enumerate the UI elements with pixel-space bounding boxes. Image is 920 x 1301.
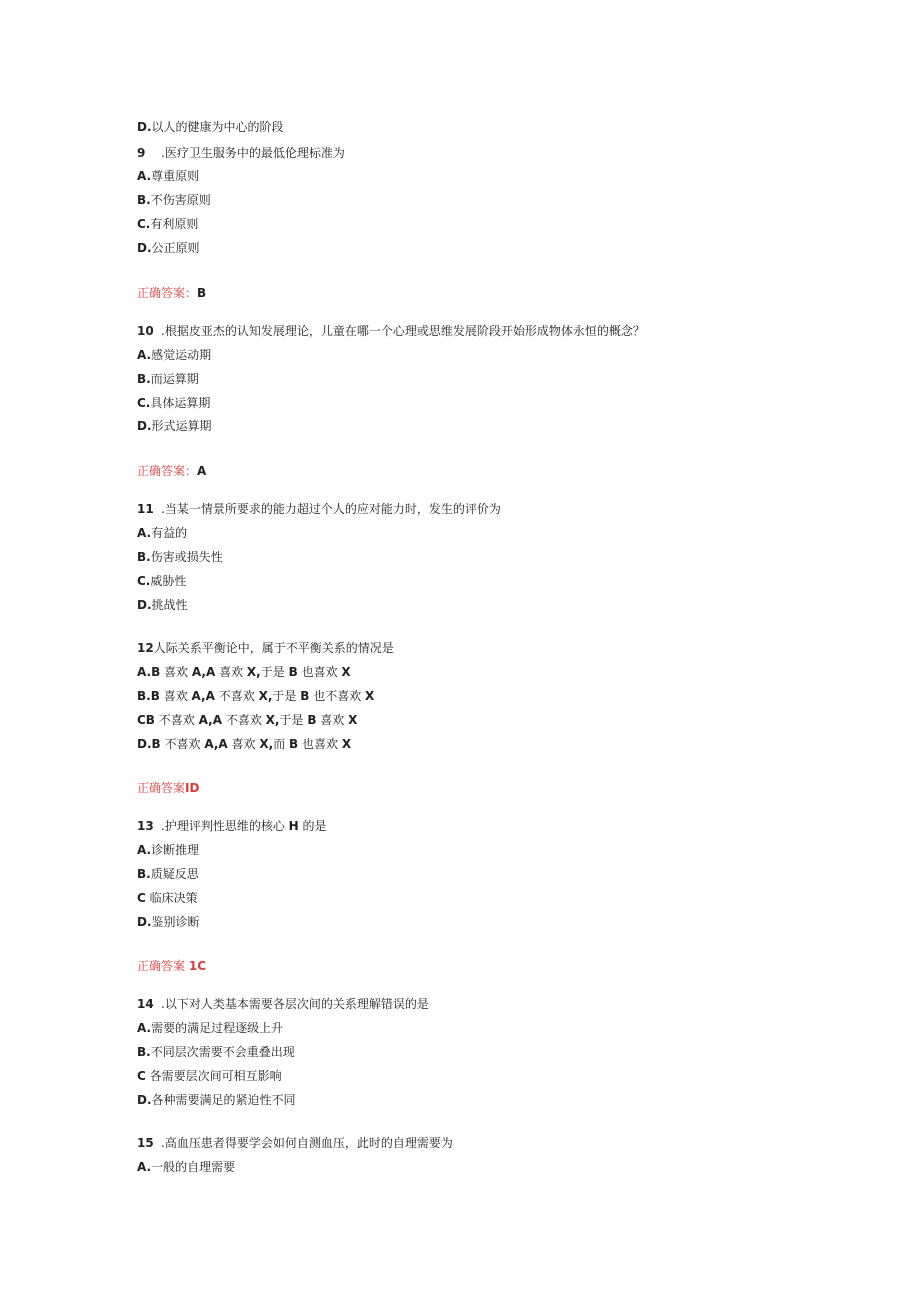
option-line: B.质疑反思 <box>137 867 199 881</box>
option-line: D.B 不喜欢 A,A 喜欢 X,而 B 也喜欢 X <box>137 737 352 751</box>
answer-line: 正确答案：A <box>137 464 207 478</box>
option-line: A.诊断推理 <box>137 843 200 857</box>
option-line: A.尊重原则 <box>137 169 200 183</box>
question-12: 12人际关系平衡论中，属于不平衡关系的情况是 <box>137 641 394 655</box>
option-line: B.B 喜欢 A,A 不喜欢 X,于是 B 也不喜欢 X <box>137 689 375 703</box>
option-line: D.以人的健康为中心的阶段 <box>137 120 284 134</box>
option-line: A.一般的自理需要 <box>137 1160 236 1174</box>
option-line: A.B 喜欢 A,A 喜欢 X,于是 B 也喜欢 X <box>137 665 351 679</box>
option-line: C.威胁性 <box>137 574 187 588</box>
option-line: B.不同层次需要不会重叠出现 <box>137 1045 295 1059</box>
option-line: B.伤害或损失性 <box>137 550 223 564</box>
question-10: 10 .根据皮亚杰的认知发展理论，儿童在哪一个心理或思维发展阶段开始形成物体永恒的概念？ <box>137 324 645 338</box>
question-13: 13 .护理评判性思维的核心 H 的是 <box>137 819 327 833</box>
option-line: B.而运算期 <box>137 372 199 386</box>
answer-line: 正确答案：B <box>137 286 207 300</box>
answer-line: 正确答案ID <box>137 781 200 795</box>
option-line: D.形式运算期 <box>137 419 212 433</box>
option-line: CB 不喜欢 A,A 不喜欢 X,于是 B 喜欢 X <box>137 713 358 727</box>
option-line: C 临床决策 <box>137 891 198 905</box>
option-line: C 各需要层次间可相互影响 <box>137 1069 282 1083</box>
option-line: D.各种需要满足的紧迫性不同 <box>137 1093 296 1107</box>
option-line: C.具体运算期 <box>137 396 211 410</box>
option-line: D.公正原则 <box>137 241 200 255</box>
question-11: 11 .当某一情景所要求的能力超过个人的应对能力时，发生的评价为 <box>137 502 501 516</box>
question-14: 14 .以下对人类基本需要各层次间的关系理解错误的是 <box>137 997 429 1011</box>
answer-line: 正确答案 1C <box>137 959 206 973</box>
question-15: 15 .高血压患者得要学会如何自测血压，此时的自理需要为 <box>137 1136 453 1150</box>
option-line: A.有益的 <box>137 526 188 540</box>
option-line: D.鉴别诊断 <box>137 915 200 929</box>
option-line: C.有利原则 <box>137 217 199 231</box>
option-line: B.不伤害原则 <box>137 193 211 207</box>
option-line: A.需要的满足过程逐级上升 <box>137 1021 284 1035</box>
option-line: D.挑战性 <box>137 598 188 612</box>
option-line: A.感觉运动期 <box>137 348 212 362</box>
question-9: 9 .医疗卫生服务中的最低伦理标准为 <box>137 146 345 160</box>
